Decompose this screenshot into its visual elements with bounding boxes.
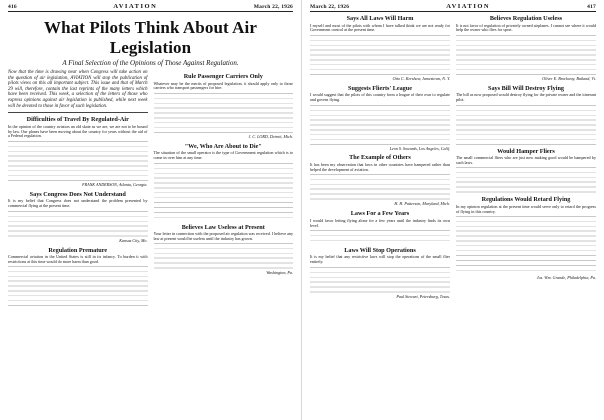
section-heading: Laws Will Stop Operations	[344, 246, 416, 254]
letter-text: It is my belief that any restrictive laws will stop the operations of the small flier entirely.	[310, 254, 450, 265]
letter-text: In my opinion regulation at the present time would serve only to retard the progress of flying in this country.	[456, 203, 596, 214]
letter-text: I would suggest that the pilots of this country form a league of their own to regulate and govern flying.	[310, 92, 450, 103]
letter-text-lines	[456, 167, 596, 193]
letter-text-lines	[456, 105, 596, 145]
letter-text-lines	[456, 216, 596, 274]
letter-text-lines	[310, 105, 450, 145]
left-column-2	[154, 70, 294, 308]
letter-text-lines	[8, 211, 148, 237]
letter-signature: Otto C. Kershaw, Jamestown, N. Y.	[392, 75, 450, 81]
letter-text: I myself and most of the pilots with whom I have talked think we are not ready for Government control at the present time.	[310, 22, 450, 33]
letter-text: In the opinion of the country aviators an old skate as we are, we are not to be bound by law. Our planes have been moving about the country for years without the aid of a Federal regulation.	[8, 123, 148, 139]
section-heading: Believes Law Useless at Present	[181, 223, 265, 231]
page-number-left: 416	[8, 4, 17, 10]
running-head-left	[8, 3, 293, 12]
section-heading: Says Bill Will Destroy Flying	[488, 84, 564, 92]
letter-signature: Washington, Pa.	[266, 270, 293, 276]
divider	[8, 112, 148, 113]
issue-date-left: March 22, 1926	[253, 4, 293, 10]
magazine-name-left: AVIATION	[113, 3, 158, 10]
section-heading: Believes Regulation Useless	[489, 15, 563, 22]
section-heading: Says Congress Does Not Understand	[29, 190, 126, 198]
right-page	[302, 0, 604, 420]
letter-text-lines	[310, 267, 450, 293]
section-heading: Laws For a Few Years	[350, 210, 410, 218]
letter-text-lines	[310, 35, 450, 75]
right-column-1	[310, 12, 450, 302]
section-heading: The Example of Others	[349, 154, 411, 162]
intro-paragraph: Now that the time is drawing near when Congress will take action on the question of air legislation, AVIATION will stop the publication of pilots views on this all important subject. This issue and that of March 29 will, therefore, contain the last reprints of the many letters which have been received. This week, a selection of the letters of those who express opinions against air legislation is published, while next week will be devoted to those in favor of such legislation.	[8, 70, 148, 109]
letter-text: The bill as now proposed would destroy flying for the private owner and the itinerant pilot.	[456, 92, 596, 103]
letter-text: Whatever may be the merits of proposed legislation, it should apply only to those carriers who transport passengers for hire.	[153, 80, 293, 91]
letter-text: The small commercial fliers who are just now making good would be hampered by such laws.	[456, 155, 596, 165]
section-heading: Regulations Would Retard Flying	[481, 196, 571, 204]
right-column-2	[456, 12, 596, 302]
section-heading: Regulation Premature	[48, 246, 108, 254]
letter-signature: Leon S. Sowards, Los Angeles, Calif.	[389, 145, 450, 151]
article-title: What Pilots Think About Air Legislation	[43, 18, 258, 57]
letter-text: It is not favor of regulation of privately owned airplanes. I cannot see where it would help the owner who flies for sport.	[456, 22, 596, 33]
issue-date-right: March 22, 1926	[310, 4, 350, 10]
right-columns	[310, 12, 596, 302]
left-column-1	[8, 70, 148, 308]
letter-signature: J. C. LORD, Detroit, Mich.	[248, 133, 293, 139]
letter-text-lines	[154, 243, 294, 269]
letter-text: It is my belief that Congress does not understand the problem presented by commercial flying at the present time.	[8, 198, 148, 209]
letter-text: The situation of the small operator is the type of Government regulation which is to come in over him at any time.	[153, 150, 293, 161]
section-heading: Would Hamper Fliers	[497, 147, 555, 155]
letter-text: Your letter in connection with the proposed air regulation was received. I believe any law at present would be useless until the industry has grown.	[153, 231, 293, 241]
letter-text-lines	[154, 93, 294, 133]
letter-text: I would favor letting flying alone for a few years until the industry finds its own level.	[310, 217, 450, 228]
letter-signature: FRANK ANDERSON, Atlanta, Georgia.	[82, 181, 148, 187]
left-columns	[8, 70, 293, 308]
letter-signature: Paul Stewart, Petersburg, Texas.	[396, 293, 450, 299]
letter-text-lines	[456, 35, 596, 75]
magazine-name-right: AVIATION	[446, 3, 491, 10]
article-subtitle: A Final Selection of the Opinions of Those Against Regulation.	[62, 59, 239, 67]
letter-text-lines	[154, 163, 294, 221]
section-heading: Says All Laws Will Harm	[346, 15, 414, 22]
section-heading: Difficulties of Travel By Regulated-Air	[26, 116, 129, 124]
letter-text: Commercial aviation in the United States is still in its infancy. To burden it with restrictions at this time would do more harm than good.	[8, 254, 148, 264]
section-heading: Rule Passenger Carriers Only	[183, 73, 263, 80]
letter-signature: Oliver E. Brockway, Butland, Vt.	[542, 75, 596, 81]
letter-signature: Kansas City, Mo.	[119, 237, 148, 243]
section-heading: "We, Who Are About to Die"	[184, 142, 262, 150]
section-heading: Suggests Flierts' League	[348, 84, 412, 92]
letter-text: It has been my observation that laws in other countries have hampered rather than helped the development of aviation.	[310, 161, 450, 172]
running-head-right	[310, 3, 596, 12]
page-number-right: 417	[587, 4, 596, 10]
letter-text-lines	[8, 141, 148, 181]
letter-signature: Jos. Wm. Grande, Philadelphia, Pa.	[536, 275, 596, 281]
letter-text-lines	[310, 174, 450, 200]
letter-signature: H. H. Patterson, Maryland, Mich.	[394, 201, 450, 207]
letter-text-lines	[310, 230, 450, 244]
letter-text-lines	[8, 266, 148, 306]
